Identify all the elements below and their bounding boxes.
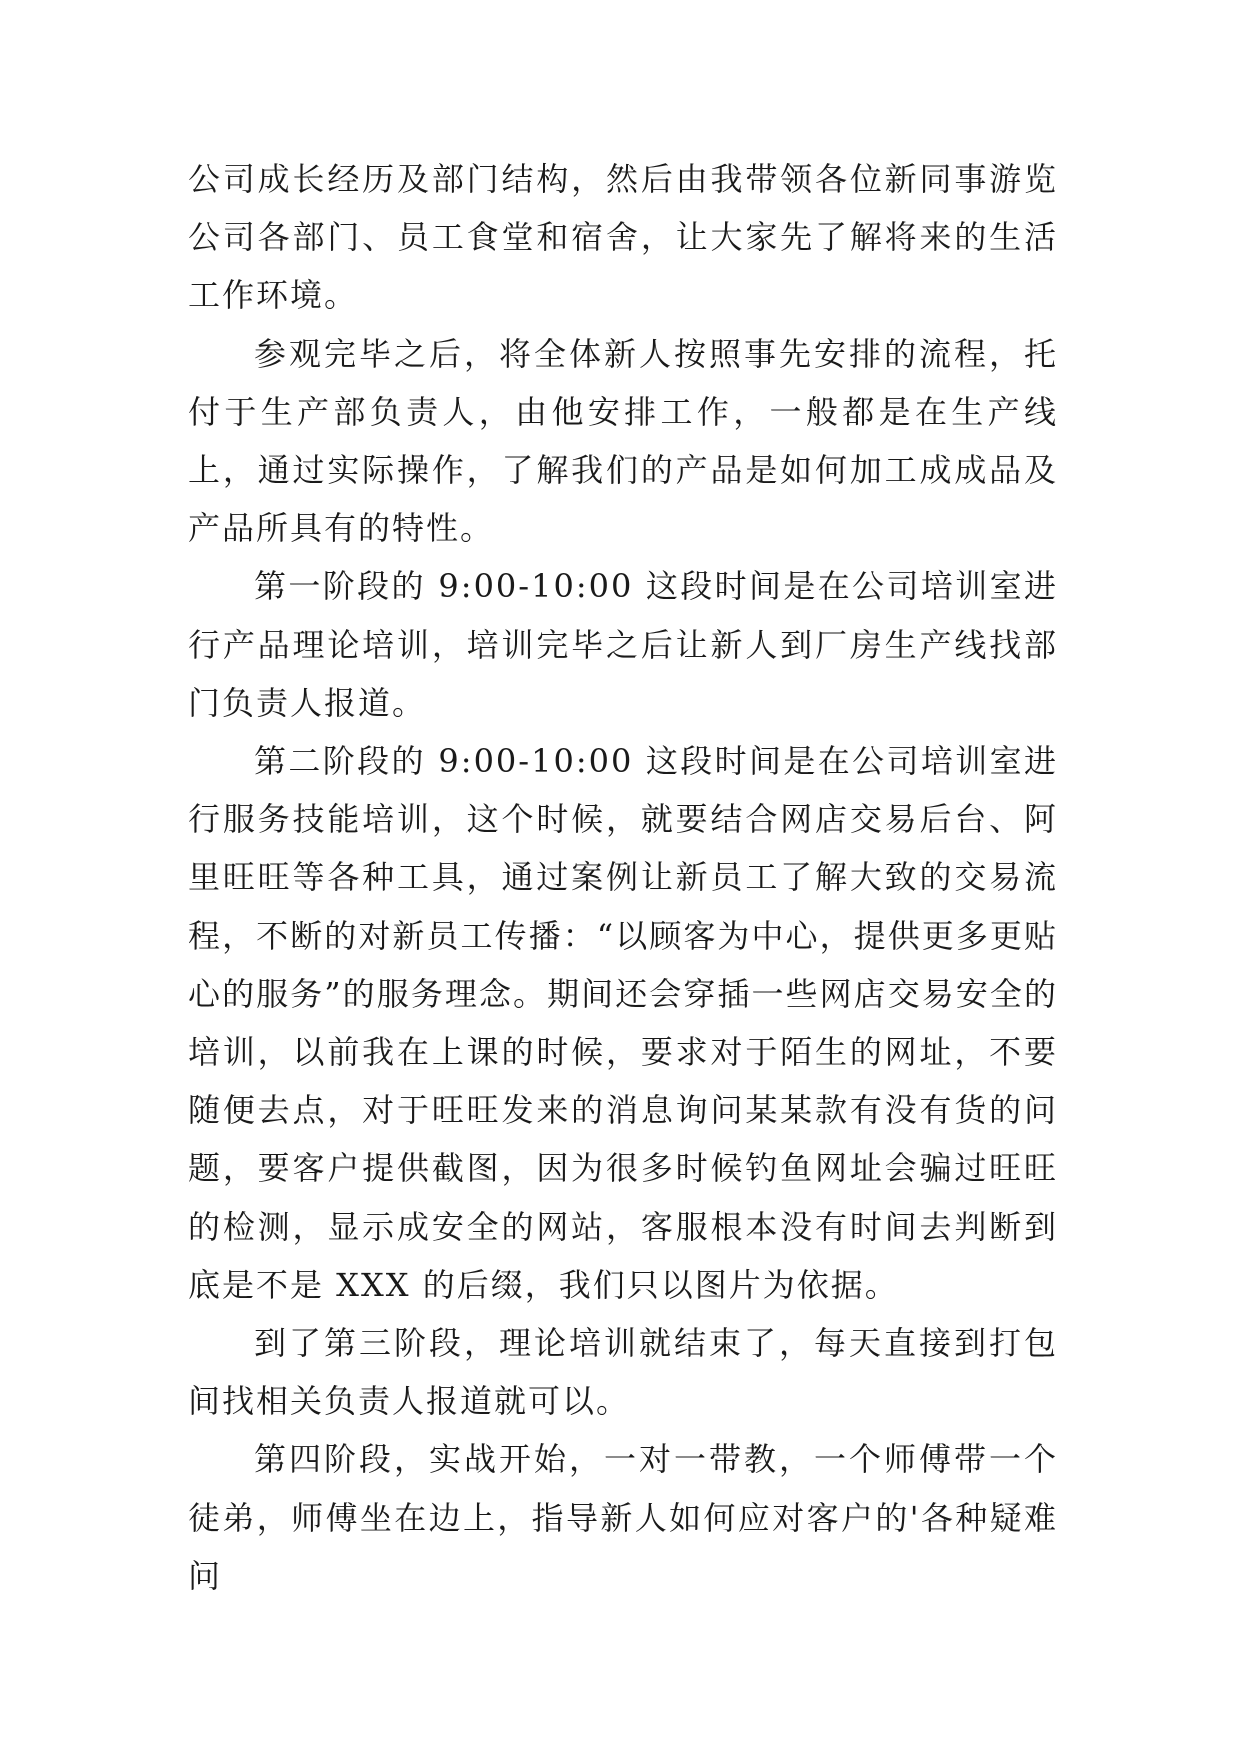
paragraph-2: 参观完毕之后，将全体新人按照事先安排的流程，托付于生产部负责人，由他安排工作，一般都是在生产线上，通过实际操作，了解我们的产品是如何加工成成品及产品所具有的特性。 xyxy=(188,334,1058,548)
paragraph-5: 到了第三阶段，理论培训就结束了，每天直接到打包间找相关负责人报道就可以。 xyxy=(188,1324,1058,1421)
paragraph-6: 第四阶段，实战开始，一对一带教，一个师傅带一个徒弟，师傅坐在边上，指导新人如何应对客户的'各种疑难问 xyxy=(188,1440,1058,1595)
paragraph-4: 第二阶段的 9:00-10:00 这段时间是在公司培训室进行服务技能培训，这个时候，就要结合网店交易后台、阿里旺旺等各种工具，通过案例让新员工了解大致的交易流程，不断的对新员工传播：“以顾客为中心，提供更多更贴心的服务”的服务理念。期间还会穿插一些网店交易安全的培训，以前我在上课的时候，要求对于陌生的网址，不要随便去点，对于旺旺发来的消息询问某某款有没有货的问题，要客户提供截图，因为很多时候钓鱼网址会骗过旺旺的检测，显示成安全的网站，客服根本没有时间去判断到底是不是 XXX 的后缀，我们只以图片为依据。 xyxy=(188,742,1058,1304)
document-page xyxy=(188,150,1058,1605)
paragraph-3: 第一阶段的 9:00-10:00 这段时间是在公司培训室进行产品理论培训，培训完毕之后让新人到厂房生产线找部门负责人报道。 xyxy=(188,567,1058,722)
paragraph-1: 公司成长经历及部门结构，然后由我带领各位新同事游览公司各部门、员工食堂和宿舍，让大家先了解将来的生活工作环境。 xyxy=(188,160,1058,315)
